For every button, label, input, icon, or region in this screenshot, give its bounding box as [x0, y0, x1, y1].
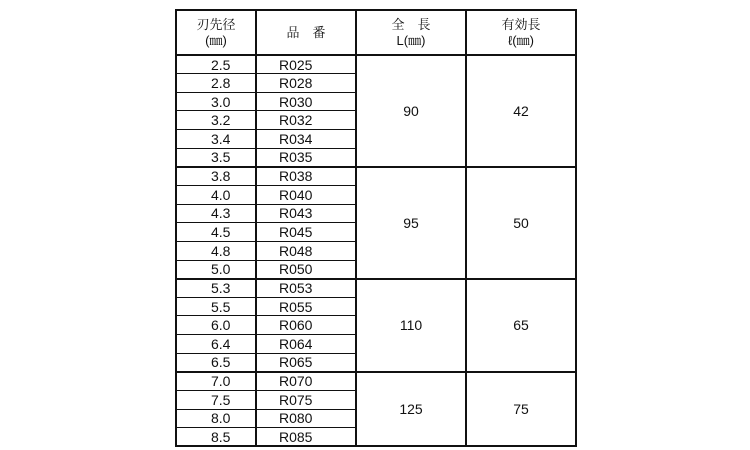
header-part-number: 品 番 [256, 10, 356, 55]
cell-overall-length: 95 [356, 167, 466, 279]
table-row [176, 279, 576, 298]
cell-part-number: R064 [256, 335, 356, 354]
table-header [176, 10, 576, 55]
cell-part-number: R060 [256, 316, 356, 335]
table-body [176, 55, 576, 446]
cell-diameter: 3.4 [176, 130, 256, 149]
cell-diameter: 2.5 [176, 55, 256, 74]
cell-diameter: 3.2 [176, 111, 256, 130]
cell-part-number: R028 [256, 74, 356, 93]
cell-diameter: 5.3 [176, 279, 256, 298]
cell-diameter: 7.0 [176, 372, 256, 391]
cell-part-number: R075 [256, 391, 356, 410]
table-row [176, 372, 576, 391]
cell-part-number: R053 [256, 279, 356, 298]
cell-diameter: 2.8 [176, 74, 256, 93]
cell-overall-length: 90 [356, 55, 466, 167]
cell-part-number: R055 [256, 297, 356, 316]
cell-part-number: R030 [256, 92, 356, 111]
cell-part-number: R048 [256, 241, 356, 260]
cell-part-number: R038 [256, 167, 356, 186]
cell-diameter: 5.0 [176, 260, 256, 279]
header-row [176, 10, 576, 55]
cell-part-number: R080 [256, 409, 356, 428]
table-row [176, 167, 576, 186]
cell-effective-length: 75 [466, 372, 576, 447]
cell-part-number: R032 [256, 111, 356, 130]
cell-part-number: R040 [256, 185, 356, 204]
cell-diameter: 4.3 [176, 204, 256, 223]
cell-part-number: R045 [256, 223, 356, 242]
cell-diameter: 6.0 [176, 316, 256, 335]
cell-diameter: 4.0 [176, 185, 256, 204]
cell-part-number: R070 [256, 372, 356, 391]
cell-diameter: 8.5 [176, 428, 256, 447]
table-row [176, 55, 576, 74]
header-effective-length: 有効長 ℓ(㎜) [466, 10, 576, 55]
spec-table [175, 9, 577, 447]
cell-diameter: 7.5 [176, 391, 256, 410]
cell-overall-length: 125 [356, 372, 466, 447]
cell-diameter: 3.8 [176, 167, 256, 186]
header-diameter: 刃先径 (㎜) [176, 10, 256, 55]
cell-part-number: R043 [256, 204, 356, 223]
cell-part-number: R025 [256, 55, 356, 74]
cell-overall-length: 110 [356, 279, 466, 372]
cell-diameter: 4.8 [176, 241, 256, 260]
cell-effective-length: 42 [466, 55, 576, 167]
cell-part-number: R085 [256, 428, 356, 447]
cell-part-number: R050 [256, 260, 356, 279]
cell-diameter: 3.0 [176, 92, 256, 111]
cell-diameter: 6.4 [176, 335, 256, 354]
cell-part-number: R065 [256, 353, 356, 372]
cell-diameter: 6.5 [176, 353, 256, 372]
cell-part-number: R034 [256, 130, 356, 149]
cell-diameter: 4.5 [176, 223, 256, 242]
cell-diameter: 5.5 [176, 297, 256, 316]
cell-effective-length: 65 [466, 279, 576, 372]
cell-diameter: 3.5 [176, 148, 256, 167]
cell-effective-length: 50 [466, 167, 576, 279]
header-overall-length: 全 長 L(㎜) [356, 10, 466, 55]
cell-diameter: 8.0 [176, 409, 256, 428]
cell-part-number: R035 [256, 148, 356, 167]
